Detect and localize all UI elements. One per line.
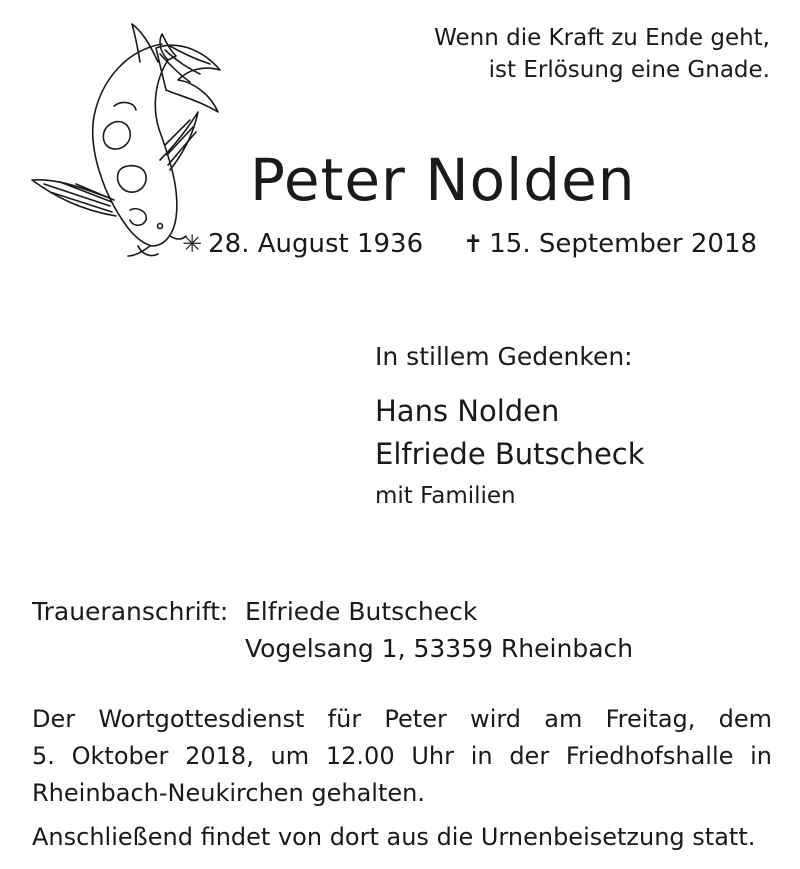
quote (434, 22, 770, 86)
death-date: 15. September 2018 (489, 229, 758, 259)
burial-info: Anschließend findet von dort aus die Urnenbeisetzung statt. (32, 823, 756, 851)
death-cross-icon: ✝ (463, 230, 484, 258)
address-label: Traueranschrift: (32, 597, 229, 626)
mourner-name: Hans Nolden (375, 394, 560, 428)
quote-line-1: Wenn die Kraft zu Ende geht, (434, 25, 770, 51)
deceased-name: Peter Nolden (250, 146, 636, 214)
service-line: Der Wortgottesdienst für Peter wird am Freitag, dem (32, 705, 772, 733)
address-street: Vogelsang 1, 53359 Rheinbach (245, 634, 634, 663)
memory-label: In stillem Gedenken: (375, 342, 633, 371)
birth-star-icon: ✳ (182, 230, 203, 258)
mourner-suffix: mit Familien (375, 483, 516, 509)
koi-fish-drawing (10, 20, 225, 260)
service-info (32, 701, 772, 812)
life-dates (182, 226, 757, 262)
birth-date: 28. August 1936 (208, 229, 424, 259)
mourner-name: Elfriede Butscheck (375, 437, 645, 471)
service-line: 5. Oktober 2018, um 12.00 Uhr in der Friedhofshalle in (32, 742, 772, 770)
quote-line-2: ist Erlösung eine Gnade. (488, 57, 770, 83)
service-line: Rheinbach-Neukirchen gehalten. (32, 779, 425, 807)
address-name: Elfriede Butscheck (245, 597, 478, 626)
